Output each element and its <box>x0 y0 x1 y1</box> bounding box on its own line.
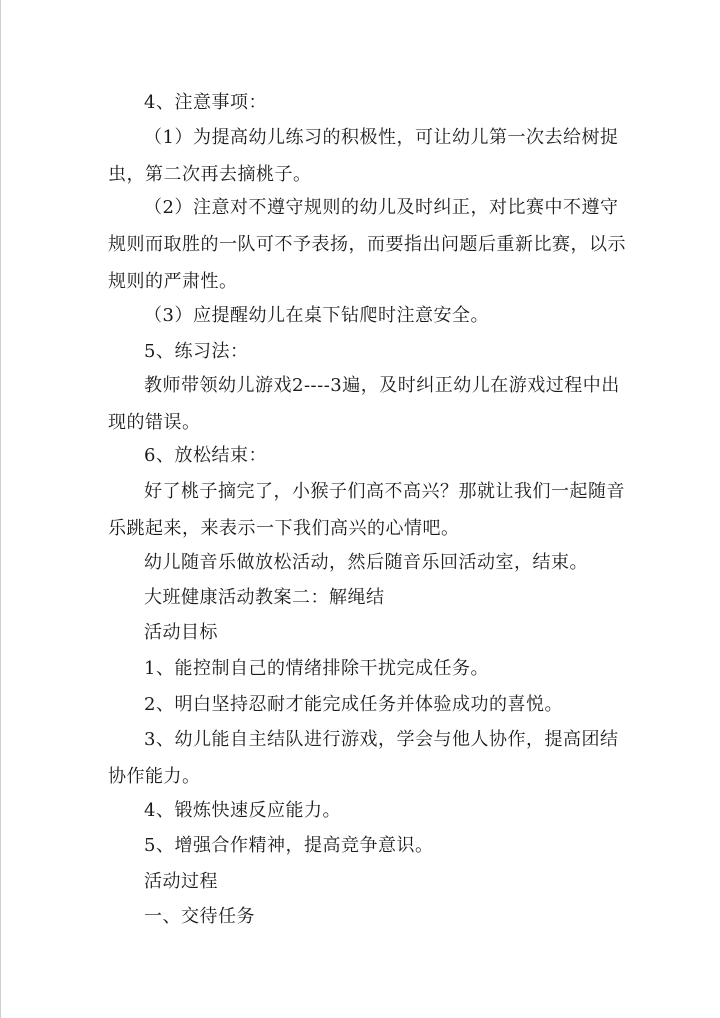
heading-objectives: 活动目标 <box>144 622 218 643</box>
section-heading-precautions: 4、注意事项： <box>144 92 267 113</box>
paragraph-precaution-1: （1）为提高幼儿练习的积极性，可让幼儿第一次去给树捉虫，第二次再去摘桃子。 <box>108 127 619 185</box>
section-heading-practice: 5、练习法： <box>144 341 249 362</box>
section-heading-cooldown: 6、放松结束： <box>144 445 267 466</box>
objective-5: 5、增强合作精神，提高竞争意识。 <box>144 835 434 856</box>
paragraph-cooldown-activity: 幼儿随音乐做放松活动，然后随音乐回活动室，结束。 <box>144 552 588 573</box>
paragraph-practice: 教师带领幼儿游戏2----3遍，及时纠正幼儿在游戏过程中出现的错误。 <box>108 375 620 433</box>
objective-3: 3、幼儿能自主结队进行游戏，学会与他人协作，提高团结协作能力。 <box>108 729 619 787</box>
paragraph-precaution-3: （3）应提醒幼儿在桌下钻爬时注意安全。 <box>144 305 489 326</box>
objective-2: 2、明白坚持忍耐才能完成任务并体验成功的喜悦。 <box>144 694 563 715</box>
lesson-title: 大班健康活动教案二：解绳结 <box>144 587 385 608</box>
paragraph-precaution-2: （2）注意对不遵守规则的幼儿及时纠正，对比赛中不遵守规则而取胜的一队可不予表扬，而要指出问题后重新比赛，以示规则的严肃性。 <box>108 197 626 292</box>
heading-process: 活动过程 <box>144 871 218 892</box>
objective-1: 1、能控制自己的情绪排除干扰完成任务。 <box>144 658 489 679</box>
paragraph-cooldown-speech: 好了桃子摘完了，小猴子们高不高兴？那就让我们一起随音乐跳起来，来表示一下我们高兴的心情吧。 <box>108 481 625 539</box>
process-step-1: 一、交待任务 <box>144 906 255 927</box>
objective-4: 4、锻炼快速反应能力。 <box>144 800 341 821</box>
